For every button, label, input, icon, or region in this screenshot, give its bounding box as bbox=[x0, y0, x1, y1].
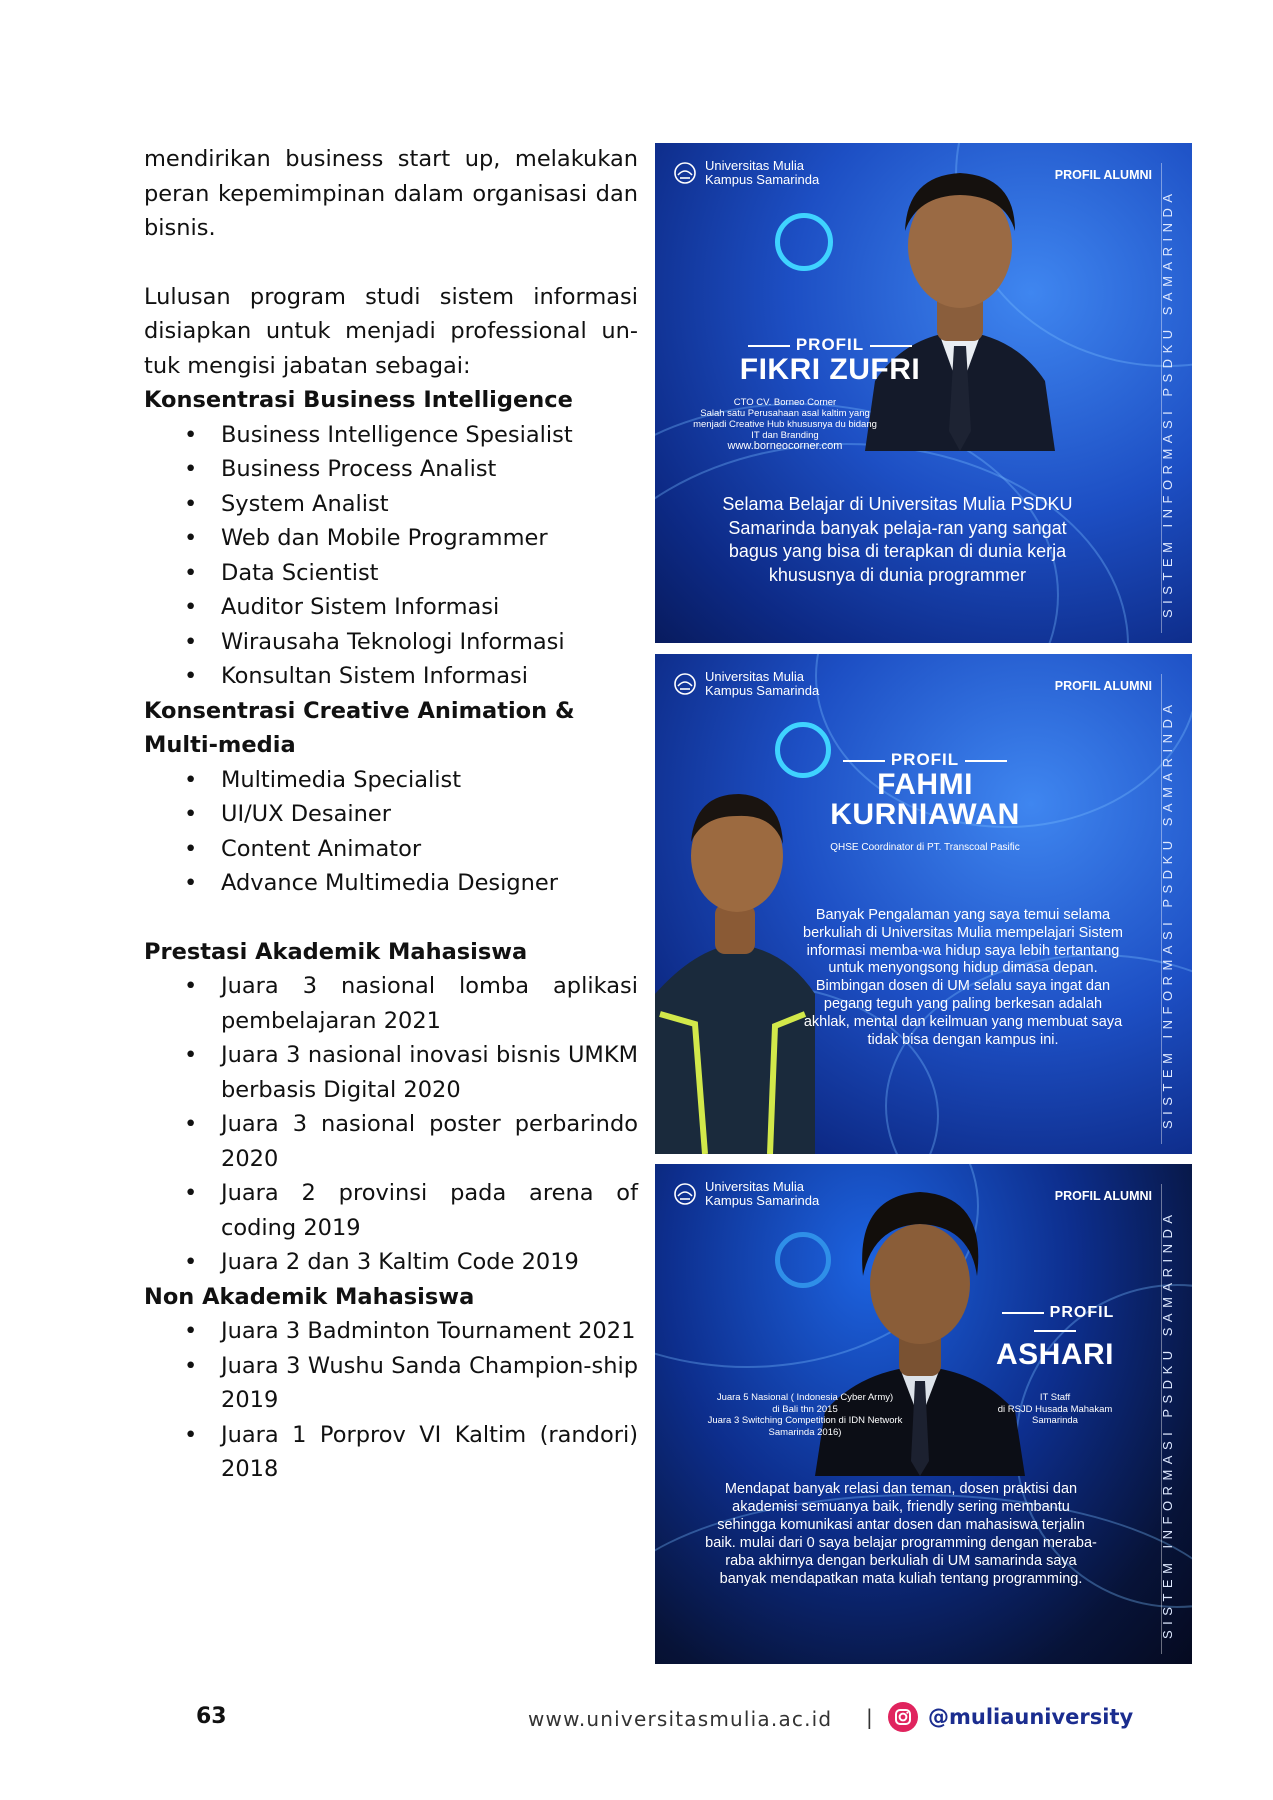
list-item: • Juara 3 Wushu Sanda Champion-ship 2019 bbox=[184, 1352, 638, 1413]
list-item: • Web dan Mobile Programmer bbox=[184, 525, 548, 551]
list-item: • System Analist bbox=[184, 490, 389, 517]
alumni-name-first: FAHMI bbox=[877, 768, 973, 801]
bi-heading: Konsentrasi Business Intelligence bbox=[144, 387, 573, 413]
profile-name-block bbox=[975, 1304, 1135, 1370]
alumni-name: FIKRI ZUFRI bbox=[739, 353, 921, 386]
university-logo-icon bbox=[673, 672, 697, 696]
list-item: • Auditor Sistem Informasi bbox=[184, 594, 500, 620]
alumni-quote: Mendapat banyak relasi dan teman, dosen praktisi dan akademisi semuanya baik, friendly sering membantu sehingga komunikasi antar dosen dan mahasiswa terjalin baik. mulai dari 0 saya belajar programming dengan meraba-raba akhirnya dengan berkuliah di UM samarinda saya banyak mendapatkan mata kuliah tentang programming. bbox=[705, 1481, 1097, 1587]
alumni-card-fahmi bbox=[655, 654, 1192, 1154]
page-number: 63 bbox=[196, 1704, 227, 1729]
alumni-name: ASHARI bbox=[995, 1338, 1114, 1371]
graduates-paragraph: Lulusan program studi sistem informasi disiapkan untuk menjadi professional un-tuk mengisi jabatan sebagai: bbox=[144, 283, 638, 379]
list-item: • Data Scientist bbox=[184, 559, 379, 586]
nonakademik-list bbox=[144, 1314, 638, 1487]
university-logo: Universitas Mulia Kampus Samarinda bbox=[673, 1180, 819, 1208]
list-item: • Business Intelligence Spesialist bbox=[184, 421, 573, 448]
profile-name-block bbox=[695, 335, 965, 385]
left-column bbox=[144, 142, 638, 1487]
list-item: • Juara 2 provinsi pada arena of coding 2019 bbox=[184, 1180, 638, 1241]
alumni-job: IT Staff di RSJD Husada Mahakam Samarinda bbox=[997, 1392, 1113, 1426]
profile-name-block bbox=[805, 750, 1045, 830]
akademik-heading: Prestasi Akademik Mahasiswa bbox=[144, 938, 528, 965]
profil-alumni-badge: PROFIL ALUMNI bbox=[1054, 168, 1152, 182]
list-item: • Juara 3 nasional inovasi bisnis UMKM berbasis Digital 2020 bbox=[184, 1042, 638, 1103]
decor-ring bbox=[775, 213, 833, 271]
bi-list bbox=[144, 418, 638, 694]
instagram-handle[interactable]: @muliauniversity bbox=[928, 1705, 1134, 1729]
list-item: • Business Process Analist bbox=[184, 456, 497, 482]
cam-heading: Konsentrasi Creative Animation & Multi-media bbox=[144, 697, 575, 758]
list-item: • Wirausaha Teknologi Informasi bbox=[184, 628, 565, 655]
list-item: • Juara 1 Porprov VI Kaltim (randori) 2018 bbox=[184, 1421, 638, 1482]
alumni-achievements: Juara 5 Nasional ( Indonesia Cyber Army) di Bali thn 2015 Juara 3 Switching Competition di IDN Network Samarinda 2016) bbox=[707, 1392, 903, 1438]
alumni-quote: Selama Belajar di Universitas Mulia PSDKU Samarinda banyak pelaja-ran yang sangat bagus yang bisa di terapkan di dunia kerja khususnya di dunia programmer bbox=[722, 494, 1073, 585]
list-item: • Multimedia Specialist bbox=[184, 766, 462, 793]
university-logo-icon bbox=[673, 1182, 697, 1206]
footer-separator: | bbox=[866, 1705, 873, 1729]
profil-label: PROFIL bbox=[975, 1304, 1135, 1340]
list-item: • UI/UX Desainer bbox=[184, 801, 392, 827]
university-logo: Universitas Mulia Kampus Samarinda bbox=[673, 670, 819, 698]
website-link[interactable]: www.universitasmulia.ac.id bbox=[528, 1707, 833, 1731]
profil-label: PROFIL bbox=[695, 335, 965, 355]
profil-alumni-badge: PROFIL ALUMNI bbox=[1054, 1189, 1152, 1203]
university-logo-icon bbox=[673, 161, 697, 185]
list-item: • Juara 3 nasional poster perbarindo 2020 bbox=[184, 1111, 638, 1172]
alumni-name-last: KURNIAWAN bbox=[830, 798, 1020, 831]
list-item: • Content Animator bbox=[184, 835, 422, 862]
instagram-icon[interactable] bbox=[888, 1702, 918, 1732]
university-logo: Universitas Mulia Kampus Samarinda bbox=[673, 159, 819, 187]
profil-alumni-badge: PROFIL ALUMNI bbox=[1054, 679, 1152, 693]
list-item: • Advance Multimedia Designer bbox=[184, 870, 559, 896]
vertical-caption: SISTEM INFORMASI PSDKU SAMARINDA bbox=[1160, 1209, 1175, 1639]
nonakademik-heading: Non Akademik Mahasiswa bbox=[144, 1283, 475, 1310]
alumni-card-fikri bbox=[655, 143, 1192, 643]
cam-list bbox=[144, 763, 638, 901]
alumni-photo bbox=[655, 764, 815, 1154]
profil-label: PROFIL bbox=[805, 750, 1045, 770]
akademik-list bbox=[144, 969, 638, 1280]
list-item: • Juara 3 nasional lomba aplikasi pembelajaran 2021 bbox=[184, 973, 638, 1034]
list-item: • Konsultan Sistem Informasi bbox=[184, 663, 529, 689]
list-item: • Juara 2 dan 3 Kaltim Code 2019 bbox=[184, 1249, 579, 1275]
intro-text: mendirikan business start up, melakukan peran kepemimpinan dalam organisasi dan bisnis. bbox=[144, 146, 638, 241]
list-item: • Juara 3 Badminton Tournament 2021 bbox=[184, 1318, 636, 1344]
vertical-caption: SISTEM INFORMASI PSDKU SAMARINDA bbox=[1160, 699, 1175, 1129]
vertical-caption: SISTEM INFORMASI PSDKU SAMARINDA bbox=[1160, 188, 1175, 618]
alumni-role: QHSE Coordinator di PT. Transcoal Pasific bbox=[830, 842, 1020, 853]
alumni-quote: Banyak Pengalaman yang saya temui selama berkuliah di Universitas Mulia mempelajari Sistem informasi memba-wa hidup saya lebih tertantang untuk menyongsong hidup dimasa depan. Bimbingan dosen di UM selalu saya ingat dan pegang teguh yang paling berkesan adalah akhlak, mental dan keilmuan yang membuat saya tidak bisa dengan kampus ini. bbox=[803, 907, 1123, 1048]
alumni-card-ashari bbox=[655, 1164, 1192, 1664]
alumni-role: CTO CV. Borneo Corner Salah satu Perusahaan asal kaltim yang menjadi Creative Hub khususnya du bidang IT dan Branding www.borneocorner.com bbox=[693, 397, 877, 452]
